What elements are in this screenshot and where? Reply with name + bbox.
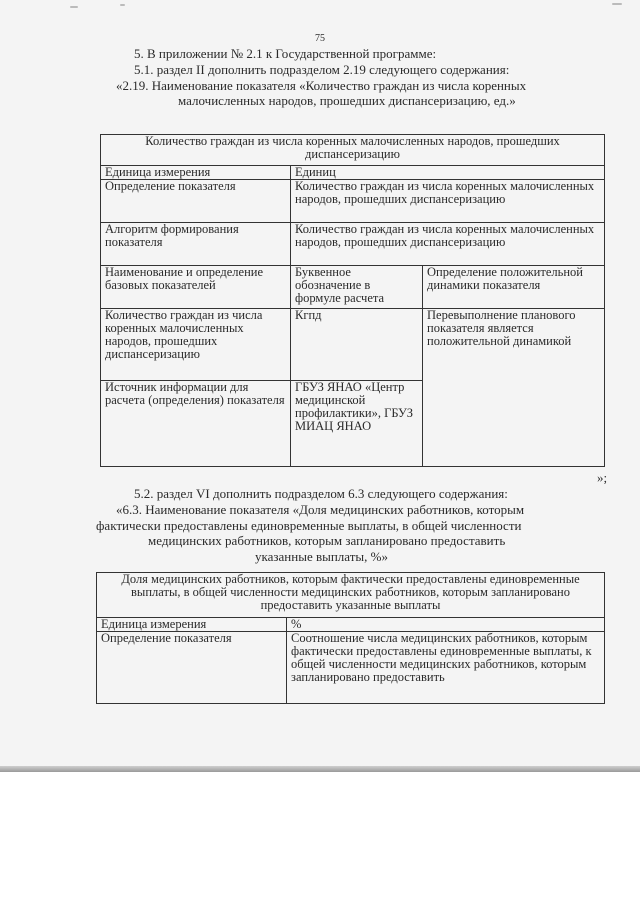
table1-definition-label: Определение показателя: [101, 180, 291, 223]
table2-definition-value: Соотношение числа медицинских работников, которым фактически предоставлены единовременные выплаты, к общей численности медицинских работников, которым запланировано предоставить: [287, 632, 605, 704]
table1-unit-value: Единиц: [291, 166, 605, 180]
indicator-table-1: [100, 134, 605, 467]
scan-speck: [612, 3, 622, 5]
table1-row-name: Количество граждан из числа коренных малочисленных народов, прошедших диспансеризацию: [101, 309, 291, 381]
table2-unit-value: %: [287, 618, 605, 632]
indicator2-name-line2: фактически предоставлены единовременные выплаты, в общей численности: [96, 518, 522, 533]
table1-col1-header: Наименование и определение базовых показателей: [101, 266, 291, 309]
table1-header: Количество граждан из числа коренных малочисленных народов, прошедших диспансеризацию: [101, 135, 605, 166]
indicator2-name-line4: указанные выплаты, %»: [255, 549, 388, 564]
table1-algorithm-label: Алгоритм формирования показателя: [101, 223, 291, 266]
table1-source-value: ГБУЗ ЯНАО «Центр медицинской профилактики», ГБУЗ МИАЦ ЯНАО: [291, 381, 423, 467]
item-5-2: 5.2. раздел VI дополнить подразделом 6.3 следующего содержания:: [134, 486, 508, 501]
table1-unit-label: Единица измерения: [101, 166, 291, 180]
scan-edge: [0, 766, 640, 772]
indicator-name-line1: «2.19. Наименование показателя «Количество граждан из числа коренных: [116, 78, 527, 93]
indicator2-name-line1: «6.3. Наименование показателя «Доля медицинских работников, которым: [116, 502, 525, 517]
table1-source-label: Источник информации для расчета (определения) показателя: [101, 381, 291, 467]
scan-speck: [120, 4, 125, 6]
item-5-1: 5.1. раздел II дополнить подразделом 2.19 следующего содержания:: [134, 62, 510, 77]
table2-unit-label: Единица измерения: [97, 618, 287, 632]
table1-row-dynamics: Перевыполнение планового показателя является положительной динамикой: [423, 309, 605, 467]
table1-algorithm-value: Количество граждан из числа коренных малочисленных народов, прошедших диспансеризацию: [291, 223, 605, 266]
page-number: 75: [315, 33, 325, 44]
table1-col3-header: Определение положительной динамики показателя: [423, 266, 605, 309]
table2-header: Доля медицинских работников, которым фактически предоставлены единовременные выплаты, в общей численности медицинских работников, которым запланировано предоставить указанные выплаты: [97, 573, 605, 618]
table1-definition-value: Количество граждан из числа коренных малочисленных народов, прошедших диспансеризацию: [291, 180, 605, 223]
table1-row-symbol: Кгпд: [291, 309, 423, 381]
table2-definition-label: Определение показателя: [97, 632, 287, 704]
indicator2-name-line3: медицинских работников, которым запланировано предоставить: [148, 533, 506, 548]
scan-speck: [70, 6, 78, 8]
indicator-table-2: [96, 572, 605, 704]
table1-closing-quote: »;: [597, 470, 608, 485]
indicator-name-line2: малочисленных народов, прошедших диспансеризацию, ед.»: [178, 93, 516, 108]
table1-col2-header: Буквенное обозначение в формуле расчета: [291, 266, 423, 309]
section-heading: 5. В приложении № 2.1 к Государственной программе:: [134, 46, 437, 61]
